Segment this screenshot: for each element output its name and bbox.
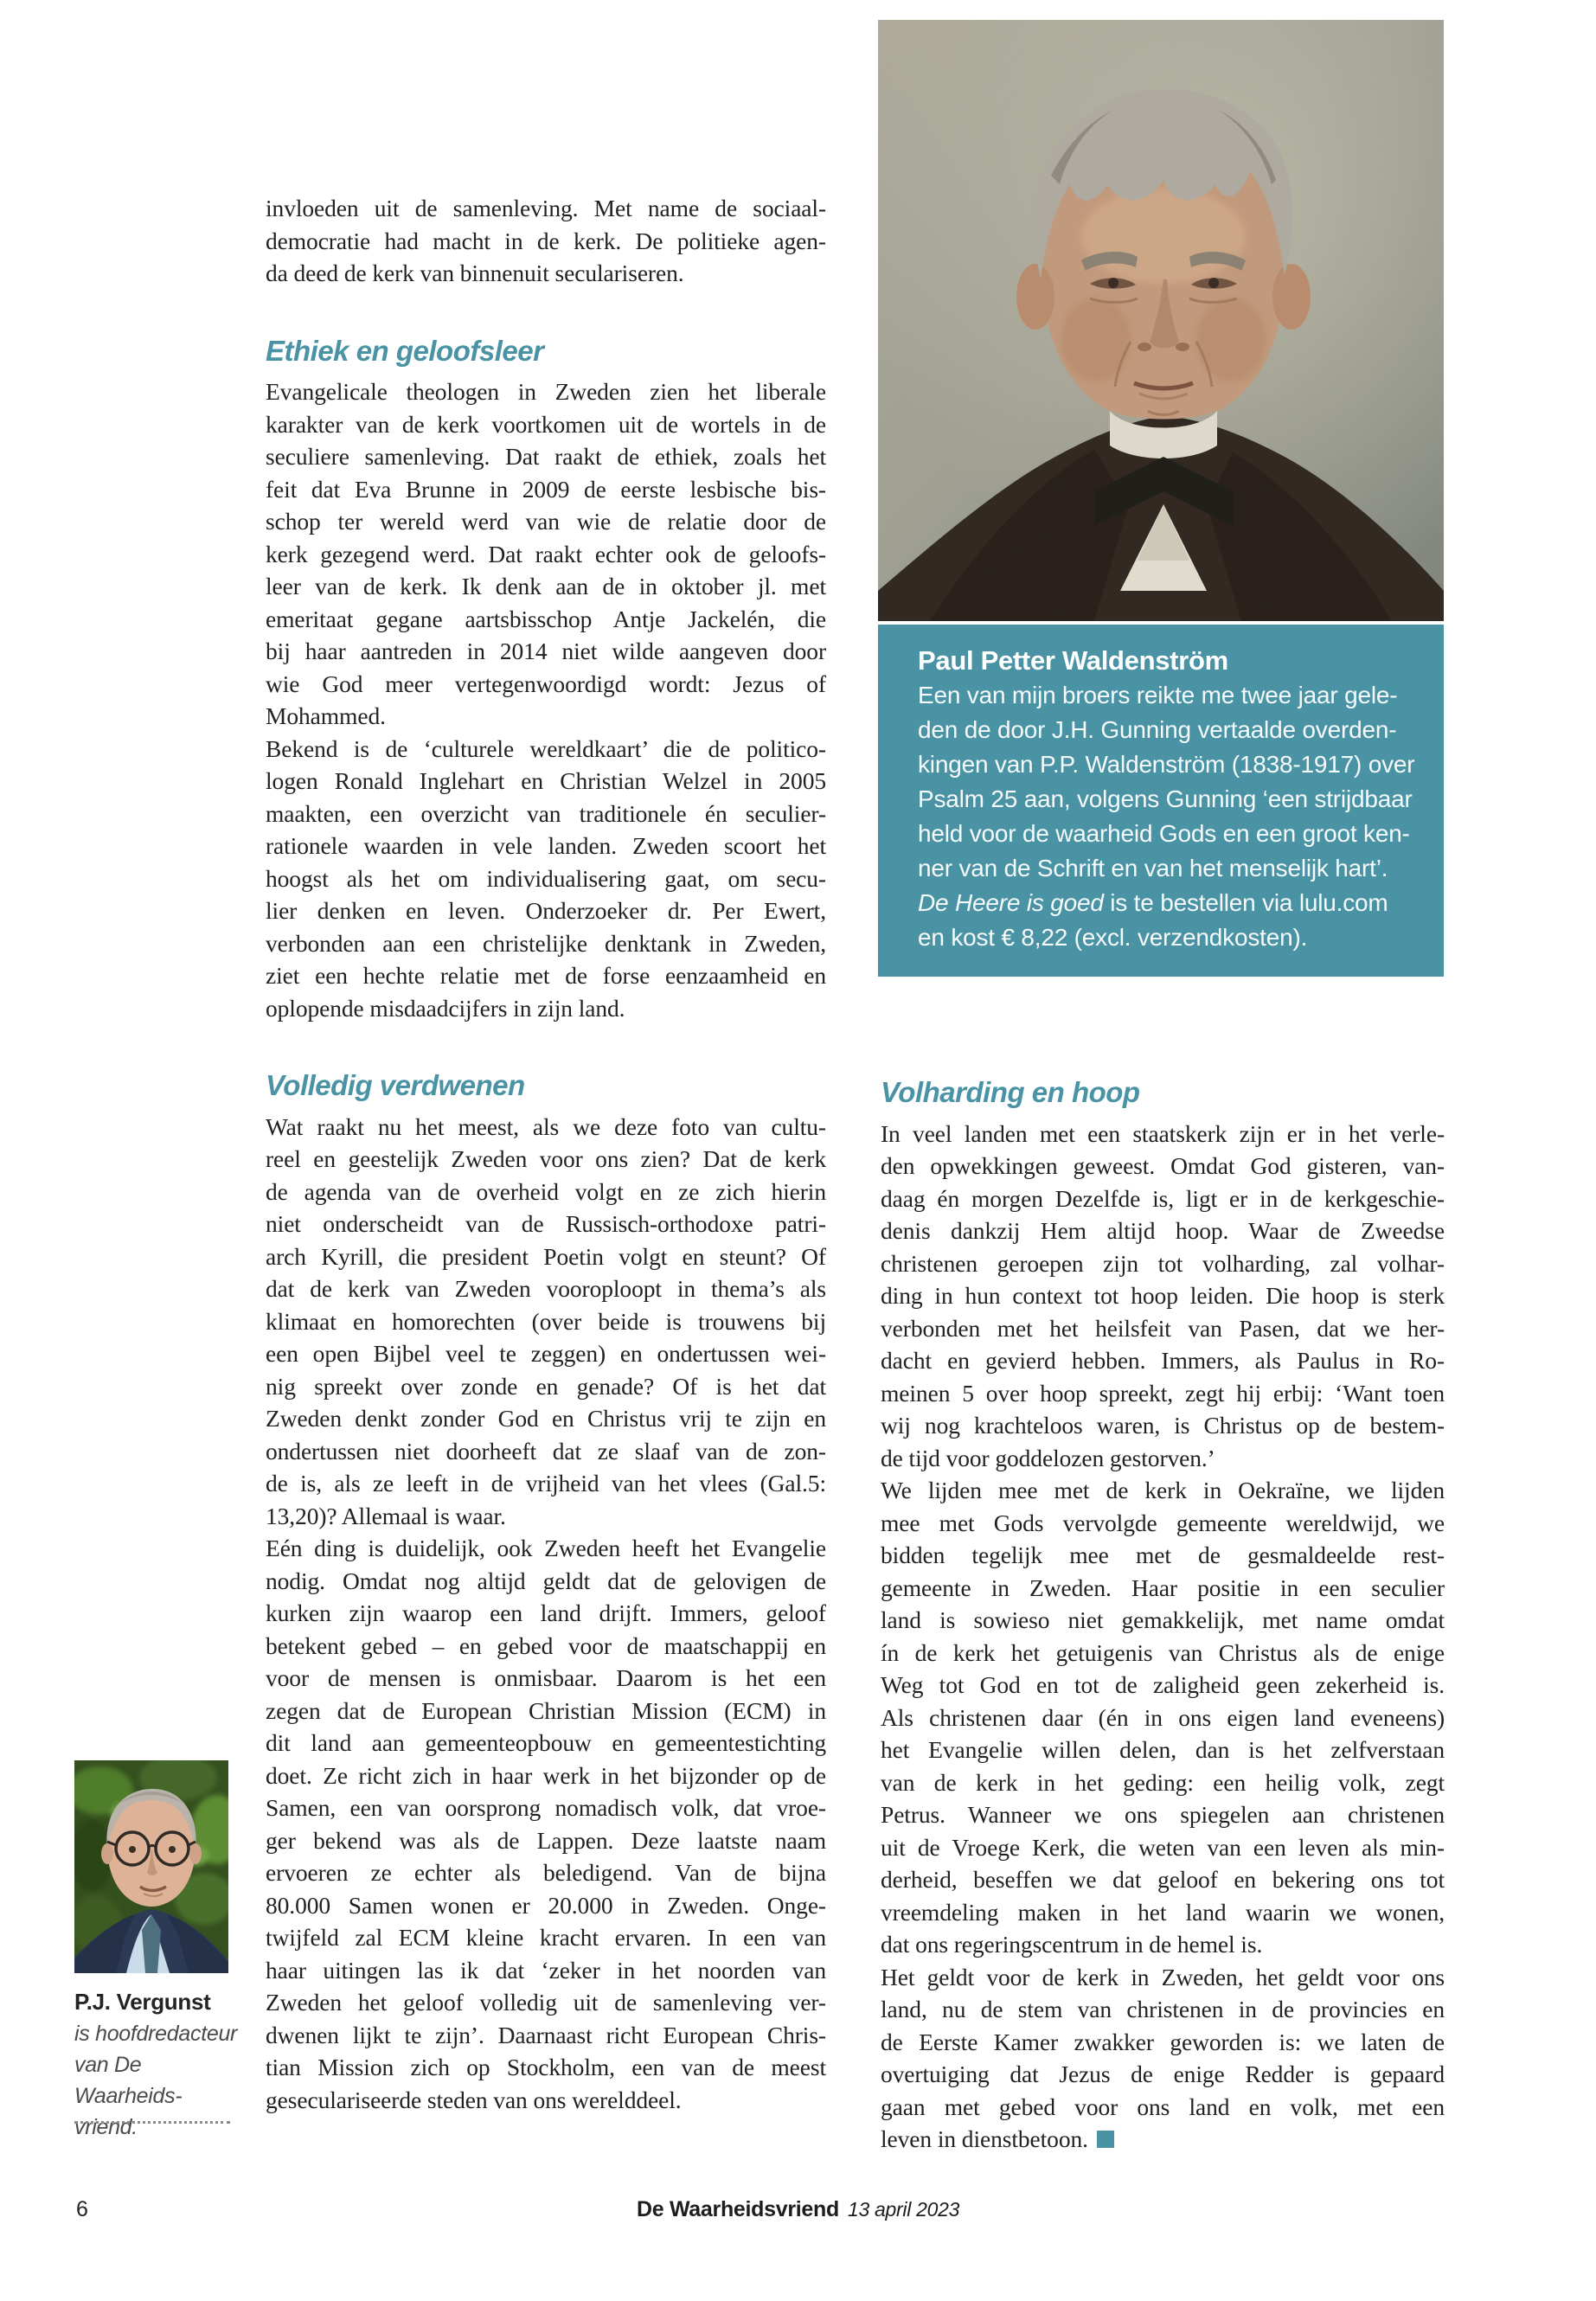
text-line: schop ter wereld werd van wie de relatie door de xyxy=(266,508,826,535)
text-line: nig spreekt over zonde en genade? Of is het dat xyxy=(266,1372,826,1400)
author-name: P.J. Vergunst xyxy=(74,1989,211,2015)
text-line: daag én morgen Dezelfde is, ligt er in de kerkgeschie- xyxy=(881,1184,1445,1212)
text-line: bij haar aantreden in 2014 niet wilde aangeven door xyxy=(266,638,826,664)
text-line: vreemdeling maken in het land waarin we wonen, xyxy=(881,1898,1445,1926)
text-line: ervoeren ze echter als beledigend. Van de bijna xyxy=(266,1859,826,1886)
text-line: logen Ronald Inglehart en Christian Welzel in 2005 xyxy=(266,767,826,794)
author-caption xyxy=(74,1986,239,2143)
text-line: rationele waarden in vele landen. Zweden scoort het xyxy=(266,832,826,859)
text-line: een open Bijbel veel te zeggen) en ondertussen wei- xyxy=(266,1340,826,1367)
text-line: denis dankzij Hem altijd hoop. Waar de Zweedse xyxy=(881,1217,1445,1244)
text-line: 13,20)? Allemaal is waar. xyxy=(266,1502,506,1529)
text-line: hoogst als het om individualisering gaat, om secu- xyxy=(266,864,826,892)
section-heading: Volledig verdwenen xyxy=(266,1069,525,1101)
text-line: ziet een hechte relatie met de forse eenzaamheid en xyxy=(266,962,826,989)
text-line: seculiere samenleving. Dat raakt de ethiek, zoals het xyxy=(266,443,826,470)
text-line: wie God meer vertegenwoordigd wordt: Jezus of xyxy=(266,670,826,697)
text-line: karakter van de kerk voortkomen uit de wortels in de xyxy=(266,410,826,438)
text-line: ondertussen niet doorheeft dat ze slaaf van de zon- xyxy=(266,1437,826,1465)
info-box-title: Paul Petter Waldenström xyxy=(918,645,1228,676)
text-line: de is, als ze leeft in de vrijheid van het vlees (Gal.5: xyxy=(266,1470,826,1497)
text-line: 80.000 Samen wonen er 20.000 in Zweden. Onge- xyxy=(266,1891,826,1919)
paragraph xyxy=(266,1532,826,2116)
text-line: kerk gezegend werd. Dat raakt echter ook de geloofs- xyxy=(266,540,826,567)
text-line: Evangelicale theologen in Zweden zien het liberale xyxy=(266,378,826,405)
footer xyxy=(0,2197,1596,2222)
author-role-line: vriend. xyxy=(74,2115,138,2139)
text-line: betekent gebed – en gebed voor de maatschappij en xyxy=(266,1631,826,1659)
text-line: niet onderscheidt van de Russisch-orthodoxe patri- xyxy=(266,1210,826,1237)
text-line: den opwekkingen geweest. Omdat God gisteren, van- xyxy=(881,1152,1445,1179)
text-line: emeritaat gegane aartsbisschop Antje Jackelén, die xyxy=(266,605,826,632)
text-line: geseculariseerde steden van ons werelddeel. xyxy=(266,2086,682,2113)
text-line: Zweden het geloof volledig uit de samenleving ver- xyxy=(266,1989,826,2016)
text-line: de agenda van de overheid volgt en ze zich hierin xyxy=(266,1177,826,1205)
text-line: oplopende misdaadcijfers in zijn land. xyxy=(266,994,625,1022)
text-line: dit land aan gemeenteopbouw en gemeentestichting xyxy=(266,1729,826,1756)
text-line: maakten, een overzicht van traditionele én seculier- xyxy=(266,799,826,827)
text-line: democratie had macht in de kerk. De politieke agen- xyxy=(266,227,826,254)
text-line: ger bekend was als de Lappen. Deze laatste naam xyxy=(266,1826,826,1854)
author-role xyxy=(74,2018,239,2143)
text-line: nodig. Omdat nog altijd geldt dat de gelovigen de xyxy=(266,1567,826,1594)
footer-magazine-title: De Waarheidsvriend xyxy=(636,2197,839,2221)
paragraph xyxy=(881,1118,1445,1475)
text-line: reel en geestelijk Zweden voor ons zien? Dat de kerk xyxy=(266,1145,826,1172)
text-line: dat ons regeringscentrum in de hemel is. xyxy=(881,1931,1263,1958)
text-line: ín de kerk het getuigenis van Christus als de enige xyxy=(881,1638,1445,1666)
info-box-line: Een van mijn broers reikte me twee jaar gele- xyxy=(918,682,1398,708)
text-line: dacht en gevierd hebben. Immers, als Paulus in Ro- xyxy=(881,1347,1445,1374)
info-box-line: ner van de Schrift en van het menselijk hart’. xyxy=(918,855,1388,881)
article-column-left xyxy=(266,192,826,2116)
paragraph xyxy=(266,733,826,1025)
text-line: Wat raakt nu het meest, als we deze foto van cultu- xyxy=(266,1112,826,1140)
text-line: Eén ding is duidelijk, ook Zweden heeft het Evangelie xyxy=(266,1535,826,1561)
text-line: meinen 5 over hoop spreekt, zegt hij erbij: ‘Want toen xyxy=(881,1379,1445,1407)
text-line: bidden tegelijk mee met de gesmaldeelde rest- xyxy=(881,1541,1445,1568)
text-line: derheid, beseffen we dat geloof en bekering ons tot xyxy=(881,1866,1445,1893)
text-line: Samen, een van oorsprong nomadisch volk, dat vroe- xyxy=(266,1794,826,1821)
text-line: voor de mensen is onmisbaar. Daarom is het een xyxy=(266,1664,826,1691)
info-box-line: kingen van P.P. Waldenström (1838-1917) over xyxy=(918,751,1415,778)
info-box-waldenstrom xyxy=(878,625,1444,977)
text-line: verbonden met het heilsfeit van Pasen, dat we her- xyxy=(881,1314,1445,1342)
text-line: invloeden uit de samenleving. Met name de sociaal- xyxy=(266,195,826,221)
paragraph xyxy=(881,1961,1445,2156)
info-box-line: held voor de waarheid Gods en een groot ken- xyxy=(918,820,1410,847)
text-line: kurken zijn waarop een land drijft. Immers, geloof xyxy=(266,1599,826,1626)
text-line: Weg tot God en tot de zaligheid geen zekerheid is. xyxy=(881,1671,1445,1698)
text-line: dwenen lijkt te zijn’. Daarnaast richt European Chris- xyxy=(266,2021,826,2048)
text-line: haar uitingen las ik dat ‘zeker in het noorden van xyxy=(266,1956,826,1984)
text-line: leer van de kerk. Ik denk aan de in oktober jl. met xyxy=(266,573,826,599)
text-line: Petrus. Wanneer we ons spiegelen aan christenen xyxy=(881,1801,1445,1828)
text-line: arch Kyrill, die president Poetin volgt en steunt? Of xyxy=(266,1242,826,1270)
text-line: gemeente in Zweden. Haar positie in een seculier xyxy=(881,1574,1445,1601)
text-line: doet. Ze richt zich in haar werk in het bijzonder op de xyxy=(266,1761,826,1789)
text-line: In veel landen met een staatskerk zijn er in het verle- xyxy=(881,1119,1445,1147)
text-line: lier denken en leven. Onderzoeker dr. Per Ewert, xyxy=(266,897,826,924)
text-line: mee met Gods vervolgde gemeente wereldwijd, we xyxy=(881,1509,1445,1536)
end-of-article-mark xyxy=(1097,2131,1114,2148)
text-line: Het geldt voor de kerk in Zweden, het geldt voor ons xyxy=(881,1963,1445,1990)
author-role-line: is hoofdredacteur xyxy=(74,2022,238,2046)
text-line: feit dat Eva Brunne in 2009 de eerste lesbische bis- xyxy=(266,475,826,503)
page-number: 6 xyxy=(76,2197,88,2221)
paragraph xyxy=(266,375,826,733)
footer-issue-date: 13 april 2023 xyxy=(847,2198,960,2221)
text-line: twijfeld zal ECM kleine kracht ervaren. In een van xyxy=(266,1924,826,1951)
text-line: ding in hun context tot hoop leiden. Die hoop is sterk xyxy=(881,1282,1445,1309)
text-line: We lijden mee met de kerk in Oekraïne, we lijden xyxy=(881,1477,1445,1503)
text-line: tian Mission zich op Stockholm, een van de meest xyxy=(266,2054,826,2080)
text-line: Zweden denkt zonder God en Christus vrij te zijn en xyxy=(266,1405,826,1432)
text-line: Als christenen daar (én in ons eigen land eveneens) xyxy=(881,1703,1445,1731)
author-role-line: van De Waarheids- xyxy=(74,2053,183,2108)
text-line: dat de kerk van Zweden vooroploopt in thema’s als xyxy=(266,1275,826,1302)
text-line: land is sowieso niet gemakkelijk, met name omdat xyxy=(881,1606,1445,1633)
text-line: zegen dat de European Christian Mission (ECM) in xyxy=(266,1696,826,1724)
text-line: klimaat en homorechten (over beide is trouwens bij xyxy=(266,1307,826,1335)
text-line: da deed de kerk van binnenuit seculariseren. xyxy=(266,260,684,286)
text-line: de tijd voor goddelozen gestorven.’ xyxy=(881,1444,1215,1471)
text-line: Bekend is de ‘culturele wereldkaart’ die de politico- xyxy=(266,734,826,762)
text-line: uit de Vroege Kerk, die weten van een leven als min- xyxy=(881,1833,1445,1861)
text-line: het Evangelie willen delen, dan is het zelfverstaan xyxy=(881,1736,1445,1763)
portrait-painting xyxy=(878,20,1444,621)
info-box-line: Psalm 25 aan, volgens Gunning ‘een strijdbaar xyxy=(918,785,1413,812)
text-line: Mohammed. xyxy=(266,702,386,729)
paragraph xyxy=(881,1474,1445,1961)
caption-divider xyxy=(74,2121,230,2124)
text-line: christenen geroepen zijn tot volharding, zal volhar- xyxy=(881,1249,1445,1277)
text-line: gaan met gebed voor ons land en volk, met een xyxy=(881,2093,1445,2120)
text-line: van de kerk in het geding: een heilig volk, zegt xyxy=(881,1768,1445,1796)
section-heading: Volharding en hoop xyxy=(881,1076,1140,1108)
text-line: overtuiging dat Jezus de enige Redder is gepaard xyxy=(881,2061,1445,2087)
author-photo xyxy=(74,1760,228,1973)
text-line: de Eerste Kamer zwakker geworden is: we laten de xyxy=(881,2028,1445,2055)
info-box-line: De Heere is goed is te bestellen via lulu.com xyxy=(918,889,1388,916)
info-box-line: en kost € 8,22 (excl. verzendkosten). xyxy=(918,924,1308,951)
text-line: verbonden aan een christelijke denktank in Zweden, xyxy=(266,929,826,957)
info-box-body xyxy=(918,678,1428,955)
text-line: leven in dienstbetoon. xyxy=(881,2123,1445,2156)
article-column-right xyxy=(881,1076,1445,2156)
text-line: land, nu de stem van christenen in de provincies en xyxy=(881,1996,1445,2022)
info-box-line: den de door J.H. Gunning vertaalde overden- xyxy=(918,716,1397,743)
paragraph xyxy=(266,1111,826,1533)
section-heading: Ethiek en geloofsleer xyxy=(266,334,544,367)
text-line: wij nog krachteloos waren, is Christus op de bestem- xyxy=(881,1412,1445,1439)
paragraph xyxy=(266,192,826,290)
